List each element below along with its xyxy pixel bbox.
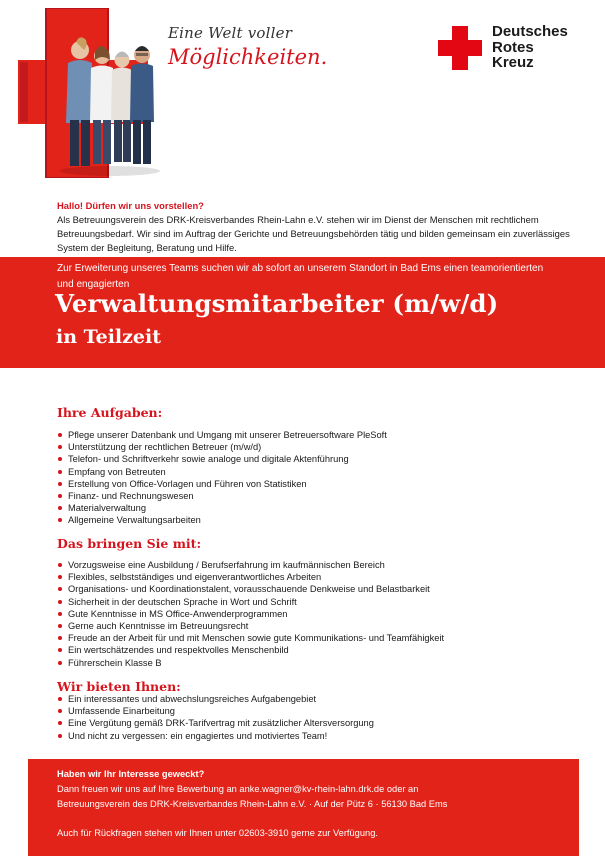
bullet-icon [58, 648, 62, 652]
offers-list [57, 693, 577, 742]
intro-section [57, 199, 577, 255]
list-item-text: Erstellung von Office-Vorlagen und Führen von Statistiken [68, 478, 307, 489]
list-item-text: Ein interessantes und abwechslungsreiches Aufgabengebiet [68, 694, 317, 704]
header [0, 0, 605, 190]
list-item [57, 466, 577, 478]
contact-phone-line: Auch für Rückfragen stehen wir Ihnen unter 02603-3910 gerne zur Verfügung. [57, 828, 378, 838]
list-item-text: Umfassende Einarbeitung [68, 706, 175, 717]
list-item [57, 490, 577, 502]
list-item-text: Materialverwaltung [68, 503, 147, 514]
list-item [57, 514, 577, 526]
list-item-text: Flexibles, selbstständiges und eigenverantwortliches Arbeiten [68, 572, 322, 583]
job-title-banner [0, 257, 605, 368]
list-item-text: Eine Vergütung gemäß DRK-Tarifvertrag mit zusätzlicher Altersversorgung [68, 718, 374, 729]
list-item [57, 583, 577, 595]
list-item-text: Ein wertschätzendes und respektvolles Menschenbild [68, 645, 289, 656]
list-item [57, 730, 577, 742]
bullet-icon [58, 433, 62, 437]
list-item-text: Sicherheit in der deutschen Sprache in Wort und Schrift [68, 596, 297, 607]
contact-text [57, 767, 557, 841]
list-item [57, 571, 577, 583]
list-item [57, 632, 577, 644]
bullet-icon [58, 445, 62, 449]
list-item-text: Organisations- und Koordinationstalent, vorausschauende Denkweise und Belastbarkeit [68, 584, 430, 595]
tasks-heading: Ihre Aufgaben: [57, 405, 163, 420]
list-item-text: Gute Kenntnisse in MS Office-Anwenderprogrammen [68, 608, 288, 619]
list-item-text: Und nicht zu vergessen: ein engagiertes und motiviertes Team! [68, 730, 328, 741]
list-item [57, 559, 577, 571]
list-item [57, 693, 577, 705]
list-item [57, 608, 577, 620]
list-item [57, 478, 577, 490]
bullet-icon [58, 518, 62, 522]
list-item-text: Vorzugsweise eine Ausbildung / Berufserfahrung im kaufmännischen Bereich [68, 560, 385, 570]
bullet-icon [58, 721, 62, 725]
banner-subtitle: Zur Erweiterung unseres Teams suchen wir ab sofort an unserem Standort in Bad Ems einen teamorientierten und engagierten [57, 263, 544, 290]
requirements-heading: Das bringen Sie mit: [57, 536, 202, 551]
bullet-icon [58, 697, 62, 701]
slogan-line-1: Eine Welt voller [168, 24, 293, 42]
list-item-text: Gerne auch Kenntnisse im Betreuungsrecht [68, 621, 249, 632]
bullet-icon [58, 470, 62, 474]
list-item [57, 705, 577, 717]
bullet-icon [58, 624, 62, 628]
contact-footer [28, 759, 579, 856]
list-item-text: Allgemeine Verwaltungsarbeiten [68, 515, 201, 526]
tasks-list [57, 429, 577, 527]
list-item-text: Telefon- und Schriftverkehr sowie analoge und digitale Aktenführung [68, 454, 349, 465]
bullet-icon [58, 457, 62, 461]
bullet-icon [58, 587, 62, 591]
bullet-icon [58, 661, 62, 665]
bullet-icon [58, 506, 62, 510]
job-title: Verwaltungsmitarbeiter (m/w/d) [55, 289, 499, 318]
list-item [57, 502, 577, 514]
bullet-icon [58, 612, 62, 616]
contact-address: Betreuungsverein des DRK-Kreisverbandes Rhein-Lahn e.V. · Auf der Pütz 6 · 56130 Bad Ems [57, 799, 448, 809]
list-item-text: Finanz- und Rechnungswesen [68, 491, 194, 502]
list-item [57, 644, 577, 656]
bullet-icon [58, 636, 62, 640]
list-item [57, 596, 577, 608]
logo-line-2: Rotes [492, 38, 534, 56]
slogan [168, 24, 327, 69]
list-item [57, 657, 577, 669]
bullet-icon [58, 494, 62, 498]
contact-line-1: Dann freuen wir uns auf Ihre Bewerbung an anke.wagner@kv-rhein-lahn.drk.de oder an [57, 784, 419, 794]
offers-heading: Wir bieten Ihnen: [57, 679, 181, 694]
list-item-text: Pflege unserer Datenbank und Umgang mit unserer Betreuersoftware PleSoft [68, 430, 387, 440]
list-item-text: Freude an der Arbeit für und mit Menschen sowie gute Kommunikations- und Teamfähigkeit [68, 633, 445, 644]
list-item-text: Empfang von Betreuten [68, 466, 166, 477]
bullet-icon [58, 600, 62, 604]
list-item [57, 429, 577, 441]
red-cross-icon [438, 26, 482, 70]
requirements-list [57, 559, 577, 669]
list-item [57, 441, 577, 453]
list-item-text: Unterstützung der rechtlichen Betreuer (m/w/d) [68, 442, 262, 453]
bullet-icon [58, 482, 62, 486]
bullet-icon [58, 709, 62, 713]
drk-logo [438, 24, 588, 76]
employment-type: in Teilzeit [56, 326, 162, 348]
bullet-icon [58, 563, 62, 567]
list-item [57, 717, 577, 729]
slogan-line-2: Möglichkeiten. [168, 45, 328, 69]
logo-line-1: Deutsches [492, 23, 568, 40]
intro-text: Als Betreuungsverein des DRK-Kreisverbandes Rhein-Lahn e.V. stehen wir im Dienst der Menschen mit rechtlichem Betreuungsbedarf. Wir sind im Auftrag der Gerichte und Betreuungsbehörden tätig und bilden gemeinsam ein zuverlässiges System der Begleitung, Beratung und Hilfe. [57, 214, 570, 253]
bullet-icon [58, 734, 62, 738]
intro-title: Hallo! Dürfen wir uns vorstellen? [57, 200, 204, 211]
bullet-icon [58, 575, 62, 579]
list-item-text: Führerschein Klasse B [68, 657, 162, 668]
hero-image [18, 8, 178, 178]
contact-title: Haben wir Ihr Interesse geweckt? [57, 769, 205, 779]
list-item [57, 453, 577, 465]
logo-wordmark [492, 24, 568, 71]
logo-line-3: Kreuz [492, 54, 534, 71]
list-item [57, 620, 577, 632]
